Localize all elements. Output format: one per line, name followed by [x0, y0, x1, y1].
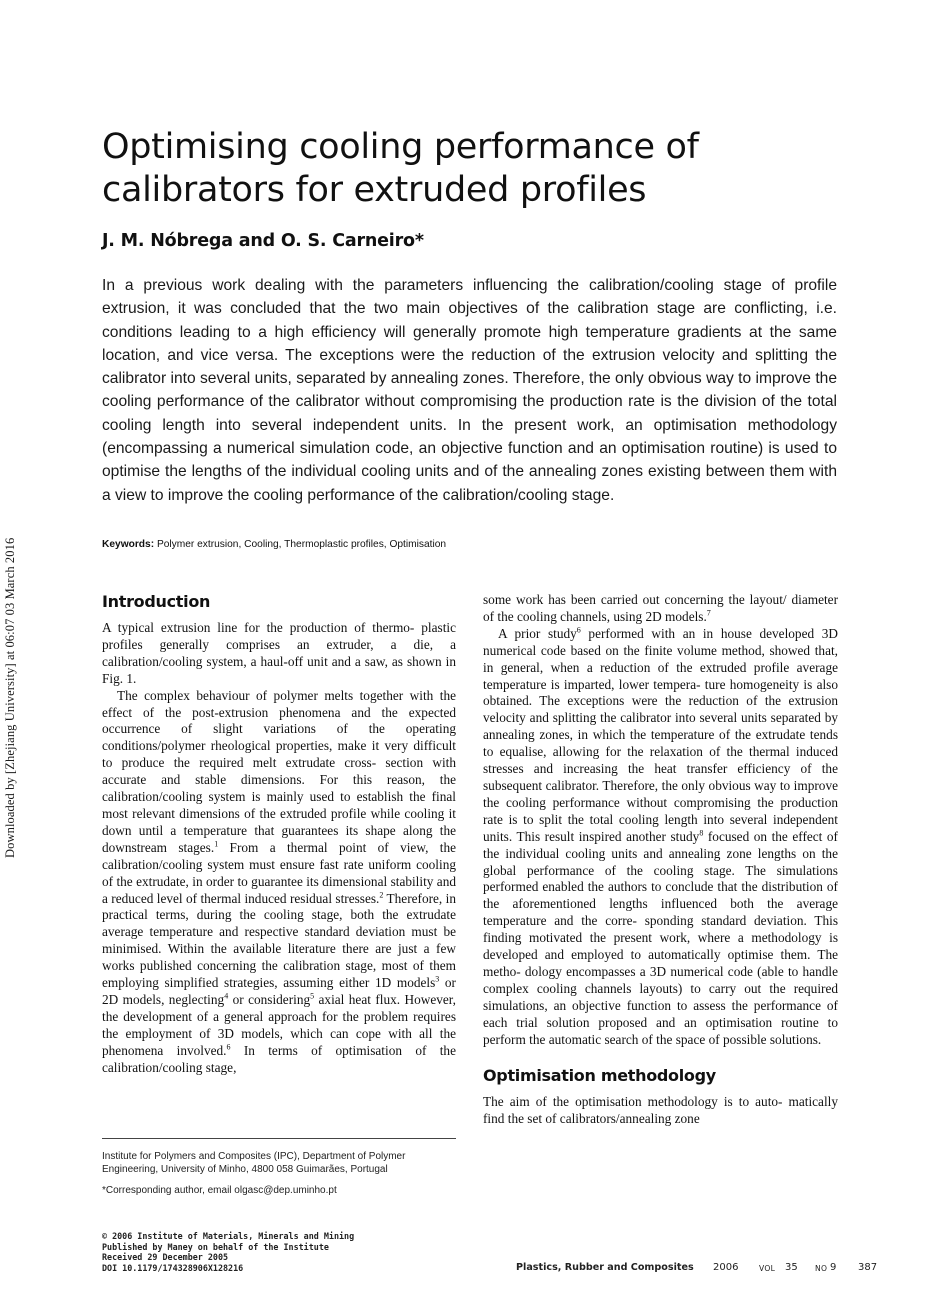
publisher-line: Published by Maney on behalf of the Institute	[102, 1241, 329, 1252]
intro-paragraph-1: A typical extrusion line for the production of thermo- plastic profiles generally comprises an extruder, a die, a calibration/cooling system, a haul-off unit and a saw, as shown in Fig. 1.	[102, 620, 456, 686]
issue-number: 9	[830, 1262, 837, 1273]
keywords	[102, 539, 446, 550]
doi-line[interactable]: DOI 10.1179/174328906X128216	[102, 1262, 244, 1273]
abstract: In a previous work dealing with the parameters influencing the calibration/cooling stage of profile extrusion, it was concluded that the two main objectives of the calibration stage are conflicting, i.e. conditions leading to a high efficiency will generally promote high temperature gradients at the same location, and vice versa. The exceptions were the reduction of the extrusion velocity and splitting the calibrator into several units, separated by annealing zones. Therefore, the only obvious way to improve the cooling performance of the calibrator without compromising the production rate is the division of the total cooling length into several independent units. In the present work, an optimisation methodology (encompassing a numerical simulation code, an objective function and an optimisation routine) is used to optimise the lengths of the individual cooling units and of the annealing zones existing between them with a view to improve the cooling performance of the calibration/cooling stage.	[102, 277, 837, 504]
copyright-line: © 2006 Institute of Materials, Minerals and Mining	[102, 1231, 355, 1241]
download-watermark	[1, 460, 23, 860]
intro-paragraph-2: The complex behaviour of polymer melts together with the effect of the post-extrusion phenomena and the expected occurrence of slight variations of the operating conditions/polymer rheological properties, make it very difficult to produce the required melt extrudate cross- section with accurate and stable dimensions. For this reason, the calibration/cooling system is mainly used to establish the final most relevant dimensions of the extruded profile while cooling it down until a temperature that guarantees its shape along the downstream stages.$^1$ From a thermal point of view, the calibration/cooling system must ensure fast rate uniform cooling of the extrudate, in order to guarantee its dimensional stability and a reduced level of thermal induced residual stresses.$^2$ Therefore, in practical terms, during the cooling stage, both the extrudate average temperature and respective standard deviation must be minimised. Within the available literature there are just a few works published concerning the calibration stage, most of them employing simplified strategies, assuming either 1D models$^3$ or 2D models, neglecting$^4$ or considering$^5$ axial heat flux. However, the development of a general approach for the problem requires the employment of 3D models, which can cope with all the phenomena involved.$^6$ In terms of optimisation of the calibration/cooling stage,	[102, 687, 457, 1075]
footnote-divider	[102, 1138, 456, 1139]
optimisation-methodology-heading: Optimisation methodology	[483, 1066, 716, 1086]
volume-number: 35	[785, 1262, 798, 1273]
reference-1[interactable]: 1	[214, 839, 219, 849]
right-paragraph-2: A prior study$^6$ performed with an in house developed 3D numerical code based on the finite volume method, showed that, in general, when a reduction of the extruded profile average temperature is imparted, lower tempera- ture homogeneity is also obtained. The exceptions were the reduction of the extrusion velocity and splitting the calibrator into several units separated by annealing zones, in which the temperature of the extrudate tends to equalise, allowing for the relaxation of the thermal induced stresses and increasing the heat transfer efficiency of the subsequent calibrator. Therefore, the only obvious way to improve the cooling performance without compromising the production rate is to split the total cooling length into several independent units. This result inspired another study$^8$ focused on the effect of the individual cooling units and annealing zone lengths on the global performance of the cooling stage. The simulations performed enabled the authors to conclude that the distribution of the aforementioned lengths influenced both the average temperature and the corre- sponding standard deviation. This finding motivated the present work, where a methodology is developed and employed to automatically optimise them. The metho- dology encompasses a 3D numerical code (able to handle complex cooling channels layouts) to carry out the required simulations, an objective function to assess the performance of each trial solution proposed and an optimisation routine to perform the automatic search of the space of possible solutions.	[483, 625, 839, 1047]
download-watermark-text: Downloaded by [Zhejiang University] at 06:07 03 March 2016	[3, 537, 17, 858]
reference-7[interactable]: 7	[706, 608, 711, 618]
left-column	[102, 592, 456, 1076]
article-title: Optimising cooling performance of calibrators for extruded profiles	[102, 127, 699, 210]
reference-6b[interactable]: 6	[576, 625, 581, 635]
volume-label: VOL	[759, 1264, 776, 1273]
reference-6[interactable]: 6	[226, 1042, 231, 1052]
right-paragraph-3: The aim of the optimisation methodology is to auto- matically find the set of calibrators/annealing zone	[483, 1094, 838, 1127]
journal-name: Plastics, Rubber and Composites	[516, 1262, 694, 1273]
received-line: Received 29 December 2005	[102, 1252, 229, 1262]
running-footer	[516, 1262, 882, 1276]
page-number: 387	[858, 1262, 878, 1273]
right-column	[483, 592, 838, 1128]
right-paragraph-1: some work has been carried out concerning the layout/ diameter of the cooling channels, using 2D models.$^7$	[483, 592, 838, 624]
issue-label: NO	[815, 1264, 828, 1273]
reference-5[interactable]: 5	[310, 991, 315, 1001]
affiliation: Institute for Polymers and Composites (IPC), Department of Polymer Engineering, University of Minho, 4800 058 Guimarães, Portugal	[102, 1151, 406, 1175]
reference-4[interactable]: 4	[224, 991, 229, 1001]
keywords-text: Polymer extrusion, Cooling, Thermoplastic profiles, Optimisation	[156, 539, 447, 550]
introduction-heading: Introduction	[102, 592, 211, 611]
corresponding-author: *Corresponding author, email olgasc@dep.uminho.pt	[102, 1185, 337, 1196]
reference-3[interactable]: 3	[435, 974, 440, 984]
reference-2[interactable]: 2	[379, 890, 384, 900]
reference-8[interactable]: 8	[699, 828, 704, 838]
publication-info	[102, 1231, 354, 1273]
keywords-label: Keywords:	[102, 539, 155, 550]
journal-year: 2006	[713, 1262, 739, 1273]
author-list: J. M. Nóbrega and O. S. Carneiro*	[102, 231, 424, 251]
